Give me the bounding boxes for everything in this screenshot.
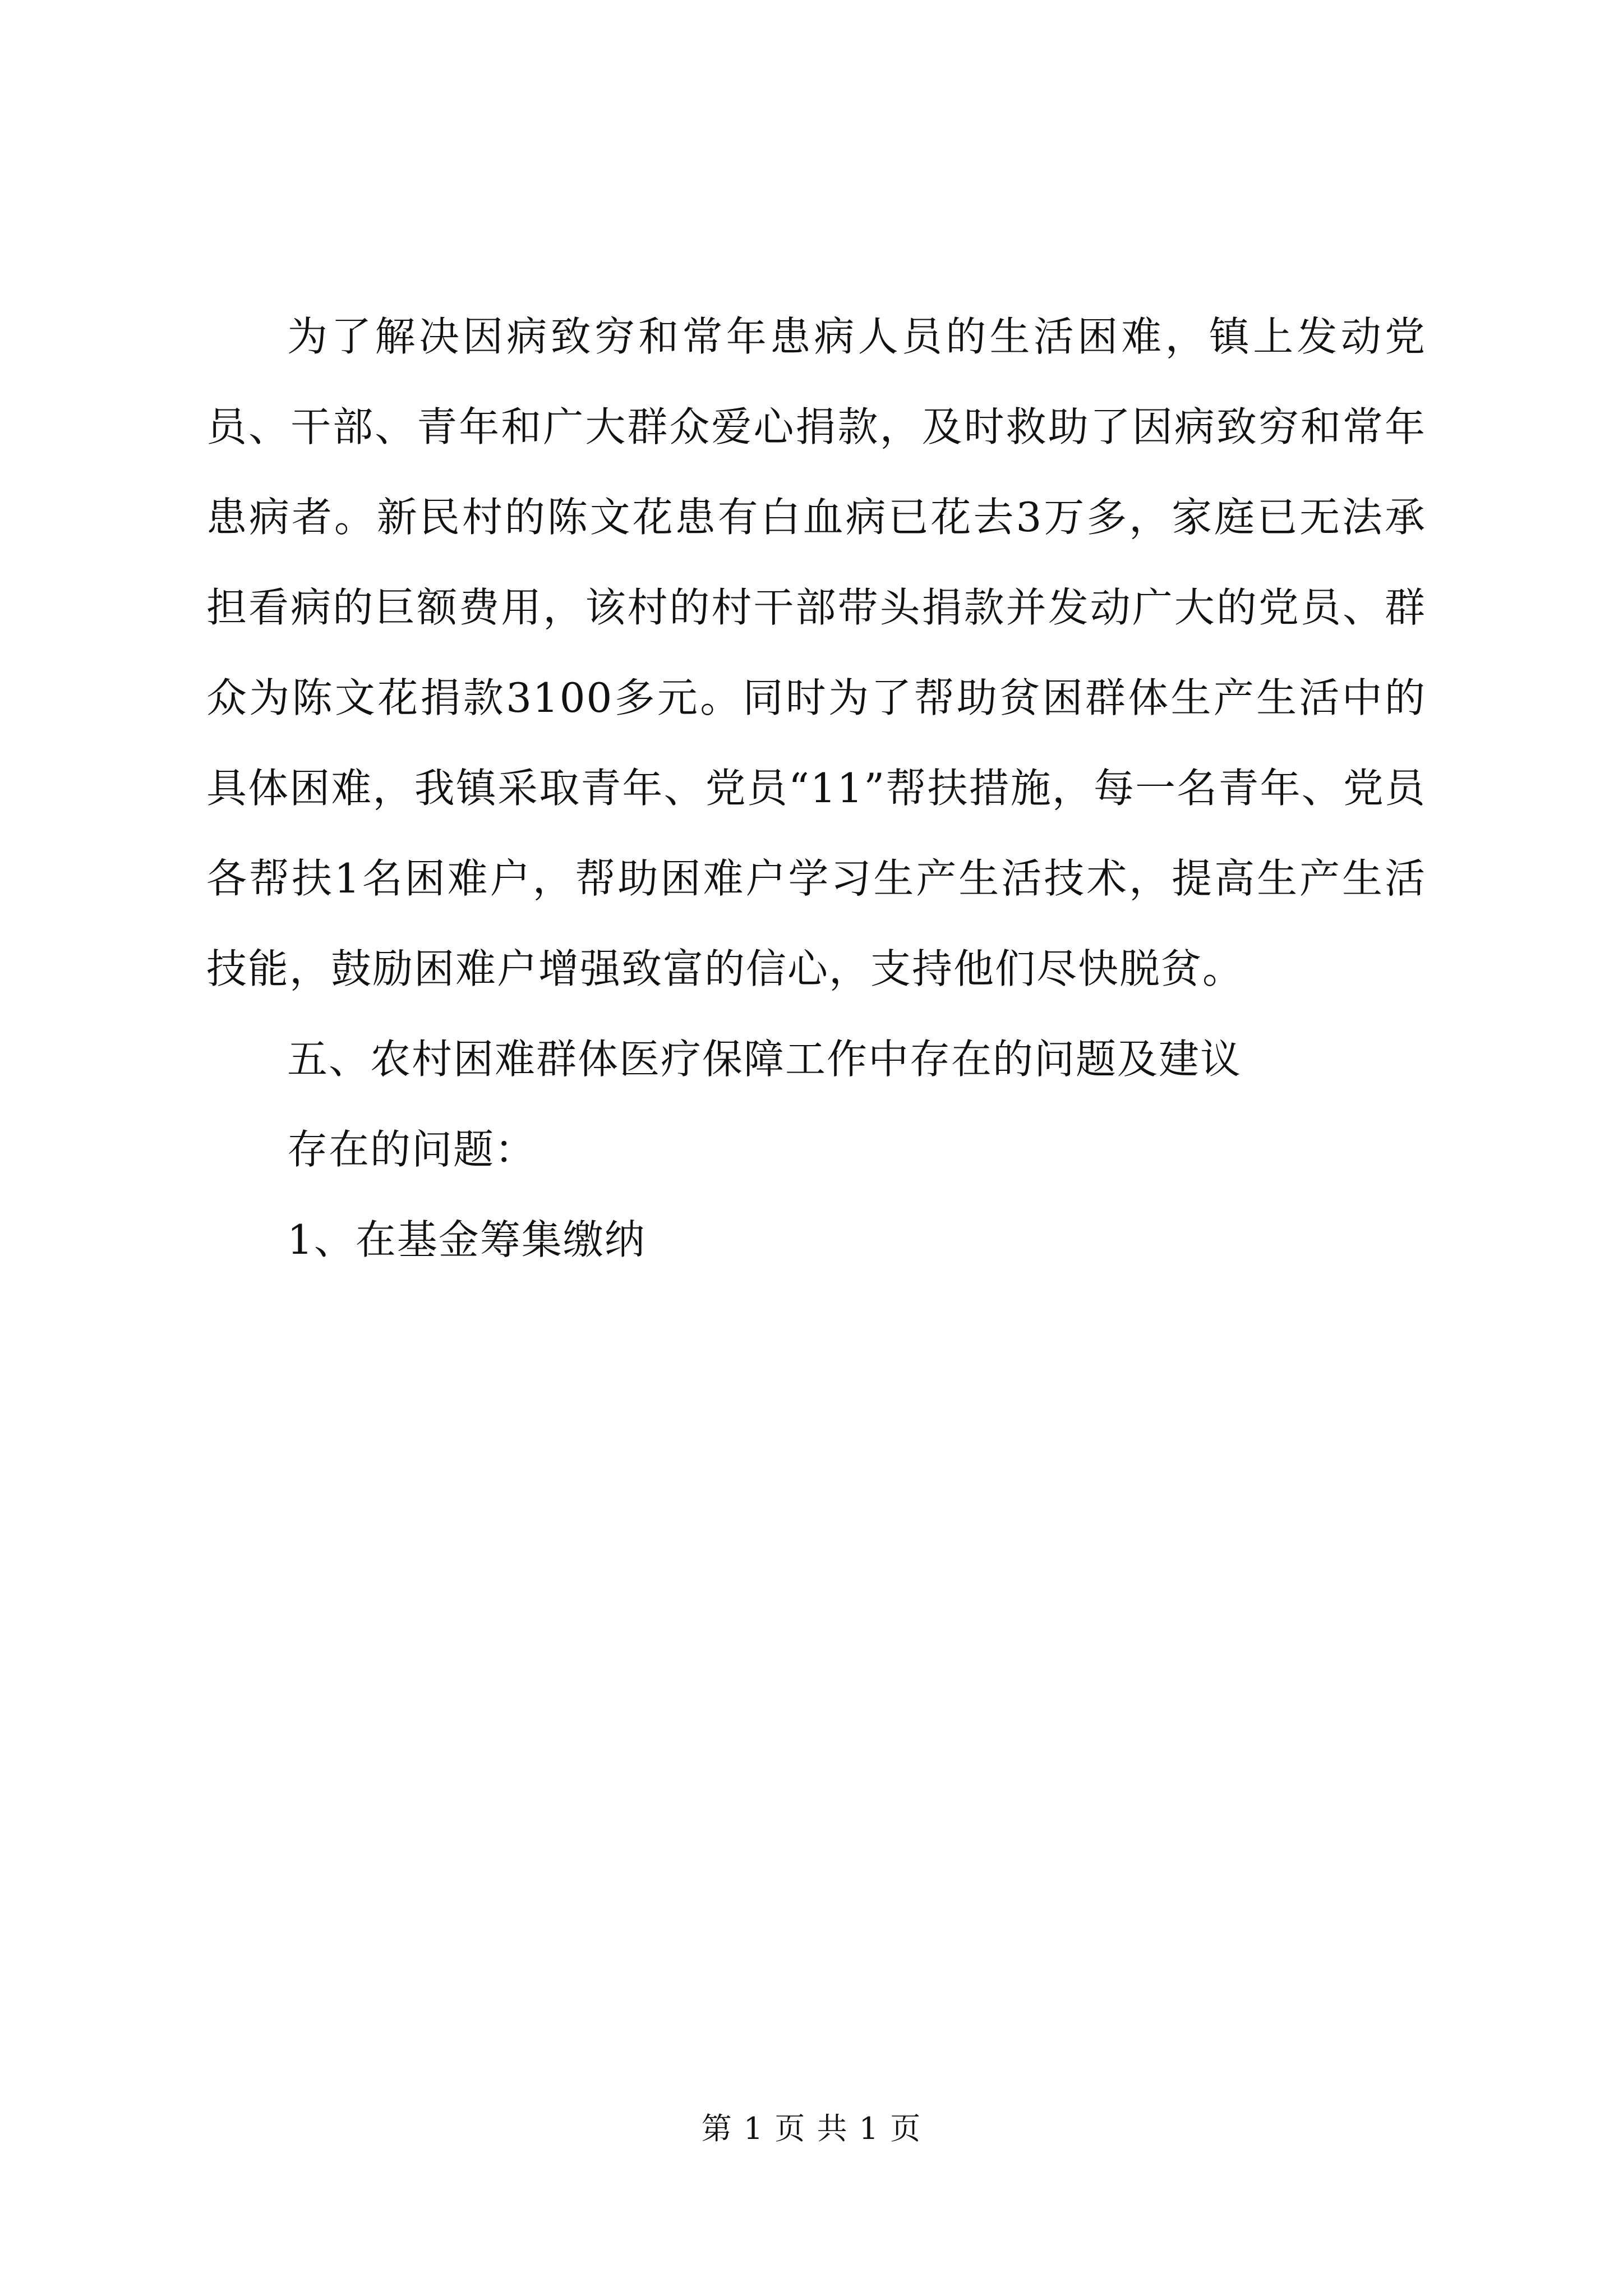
paragraph-relief-measures: 为了解决因病致穷和常年患病人员的生活困难，镇上发动党员、干部、青年和广大群众爱心捐款，及时救助了因病致穷和常年患病者。新民村的陈文花患有白血病已花去3万多，家庭已无法承担看病的巨额费用，该村的村干部带头捐款并发动广大的党员、群众为陈文花捐款3100多元。同时为了帮助贫困群体生产生活中的具体困难，我镇采取青年、党员“11”帮扶措施，每一名青年、党员各帮扶1名困难户，帮助困难户学习生产生活技术，提高生产生活技能，鼓励困难户增强致富的信心，支持他们尽快脱贫。 [206,313,1426,992]
subheading-existing-problems: 存在的问题： [287,1126,537,1173]
page-number-footer: 第 1 页 共 1 页 [701,2111,922,2146]
document-body [206,292,1426,1285]
section-heading-problems: 五、农村困难群体医疗保障工作中存在的问题及建议 [287,1036,1242,1083]
list-item-fund-raising: 1、在基金筹集缴纳 [287,1216,646,1263]
